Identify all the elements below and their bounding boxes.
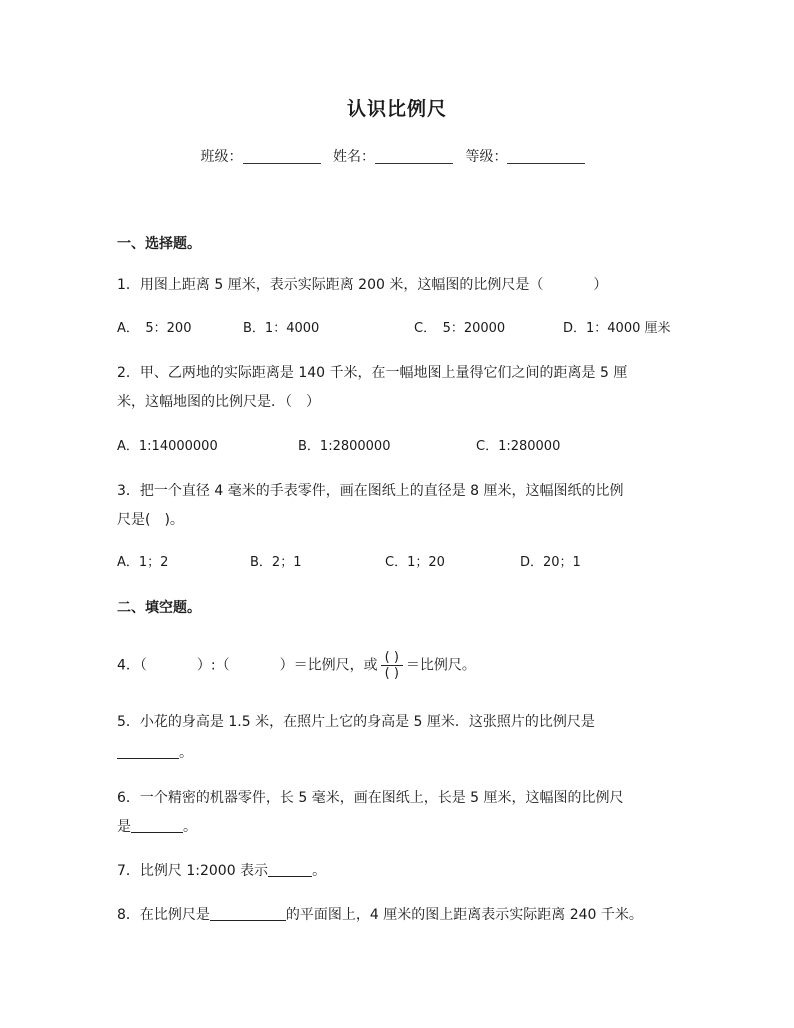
answer-blank-5[interactable] (117, 744, 179, 759)
q1-option-d[interactable]: D．1：4000 厘米 (563, 321, 671, 336)
q3-option-a[interactable]: A．1；2 (117, 555, 169, 570)
fraction-numerator: ( ) (381, 650, 403, 666)
section-heading-fill: 二、填空题。 (117, 600, 201, 616)
class-label: 班级： (200, 149, 243, 165)
question-5-line2 (117, 740, 193, 766)
question-5-line1: 5．小花的身高是 1.5 米，在照片上它的身高是 5 厘米．这张照片的比例尺是 (117, 714, 595, 730)
section-heading-choice: 一、选择题。 (117, 236, 201, 252)
question-1 (117, 272, 607, 298)
question-8-end: 的平面图上，4 厘米的图上距离表示实际距离 240 千米。 (285, 907, 643, 923)
q1-option-c[interactable]: C． 5：20000 (414, 321, 506, 336)
name-blank[interactable] (375, 149, 453, 164)
question-2-line1: 2．甲、乙两地的实际距离是 140 千米，在一幅地图上量得它们之间的距离是 5 厘 (117, 365, 628, 381)
q2-option-b[interactable]: B．1:2800000 (298, 439, 391, 454)
question-4-mid: ）:（ (196, 657, 230, 674)
question-2-line2: 米，这幅地图的比例尺是．（ ） (117, 394, 320, 410)
q3-option-b[interactable]: B．2；1 (250, 555, 302, 570)
answer-blank-6[interactable] (131, 818, 183, 833)
q1-option-b[interactable]: B．1：4000 (243, 321, 320, 336)
question-7-end: 。 (312, 863, 327, 879)
question-6-start: 是 (117, 819, 131, 835)
question-1-close: ） (593, 277, 608, 293)
q3-option-c[interactable]: C．1；20 (385, 555, 445, 570)
q3-option-d[interactable]: D．20；1 (520, 555, 581, 570)
question-7-start: 7．比例尺 1:2000 表示 (117, 863, 269, 879)
question-4 (117, 650, 476, 681)
question-6-end: 。 (183, 819, 197, 835)
q1-option-a[interactable]: A． 5：200 (117, 321, 192, 336)
fraction-blank[interactable] (381, 650, 403, 681)
question-6-line2 (117, 814, 197, 840)
question-7 (117, 858, 326, 884)
question-8-start: 8．在比例尺是 (117, 907, 210, 923)
page-title: 认识比例尺 (346, 98, 447, 120)
class-blank[interactable] (243, 149, 321, 164)
question-4-prefix: 4．（ (117, 657, 147, 674)
fraction-denominator: ( ) (384, 666, 399, 681)
question-3-line2: 尺是( )。 (117, 512, 184, 528)
q2-option-c[interactable]: C．1:280000 (476, 439, 561, 454)
question-6-line1: 6．一个精密的机器零件，长 5 毫米，画在图纸上，长是 5 厘米，这幅图的比例尺 (117, 790, 624, 806)
answer-blank-8[interactable] (210, 906, 286, 921)
question-3-line1: 3．把一个直径 4 毫米的手表零件，画在图纸上的直径是 8 厘米，这幅图纸的比例 (117, 483, 624, 499)
question-8 (117, 902, 643, 928)
question-1-text: 1．用图上距离 5 厘米，表示实际距离 200 米，这幅图的比例尺是（ (117, 277, 544, 293)
q2-option-a[interactable]: A．1:14000000 (117, 439, 218, 454)
question-4-suffix: ＝比例尺。 (405, 657, 476, 674)
grade-blank[interactable] (507, 149, 585, 164)
student-info-row (0, 146, 794, 166)
name-label: 姓名： (333, 149, 375, 165)
answer-blank-7[interactable] (268, 862, 312, 877)
question-5-end: 。 (179, 745, 193, 761)
question-4-after: ）＝比例尺，或 (279, 657, 378, 674)
grade-label: 等级： (465, 149, 508, 165)
